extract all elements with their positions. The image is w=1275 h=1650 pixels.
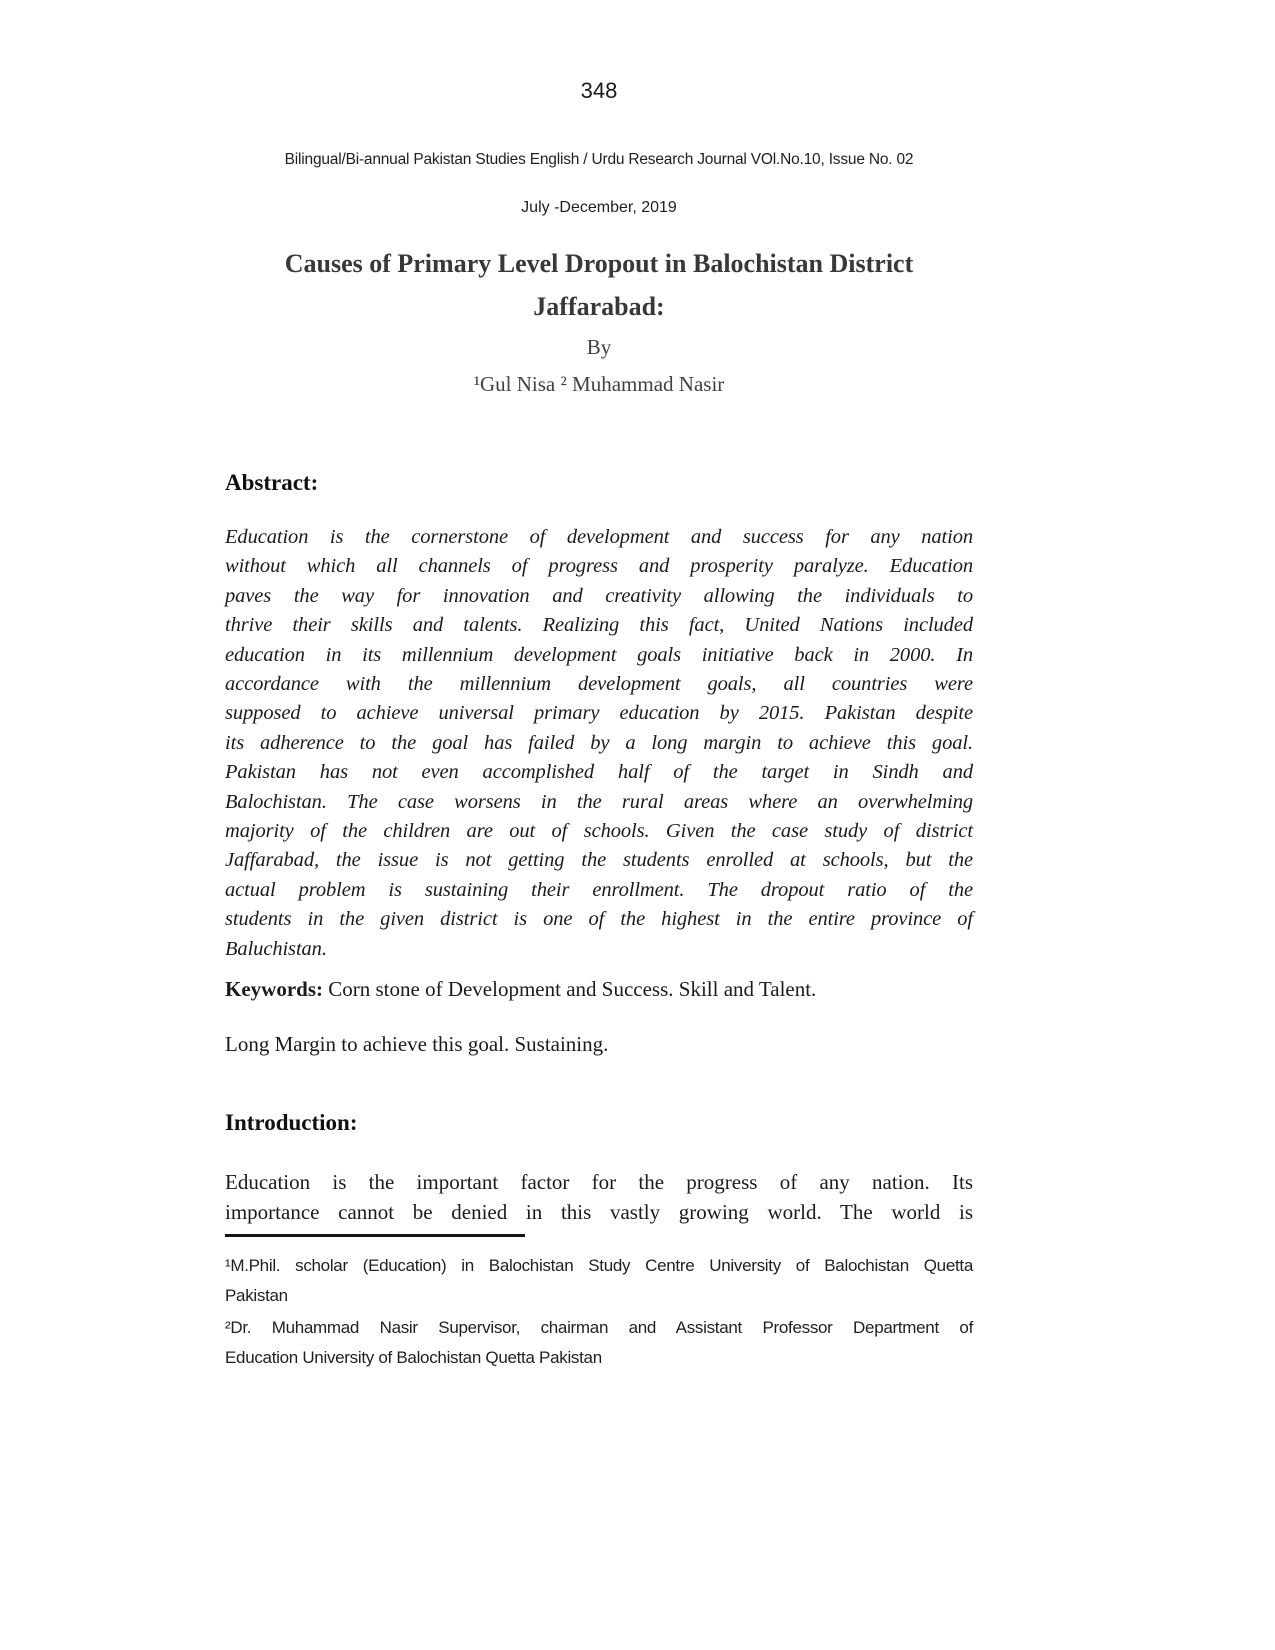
introduction-paragraph: [225, 1168, 973, 1227]
text-line: ¹M.Phil. scholar (Education) in Balochistan Study Centre University of Balochistan Quetta: [225, 1255, 973, 1275]
keywords-extra-line: Long Margin to achieve this goal. Sustaining.: [225, 1032, 609, 1057]
footnote-2: [225, 1313, 973, 1373]
page-number: 348: [580, 78, 618, 103]
text-line: its adherence to the goal has failed by a long margin to achieve this goal.: [225, 731, 973, 754]
byline-label: By: [586, 335, 612, 359]
text-line: accordance with the millennium development goals, all countries were: [225, 673, 973, 696]
text-line: importance cannot be denied in this vastly growing world. The world is: [225, 1199, 973, 1224]
footnote-separator: [225, 1234, 525, 1237]
text-line: Pakistan: [225, 1285, 288, 1305]
text-line: paves the way for innovation and creativity allowing the individuals to: [225, 584, 973, 607]
issue-date: July -December, 2019: [521, 199, 677, 216]
introduction-heading: Introduction:: [225, 1110, 358, 1136]
article-title-line1: Causes of Primary Level Dropout in Balochistan District: [284, 249, 914, 278]
text-line: Education is the cornerstone of development and success for any nation: [225, 526, 973, 548]
text-line: without which all channels of progress and prosperity paralyze. Education: [225, 555, 973, 578]
article-title: [225, 242, 973, 328]
text-line: Pakistan has not even accomplished half of the target in Sindh and: [225, 761, 973, 784]
keywords-label: Keywords:: [225, 977, 323, 1002]
text-line: Balochistan. The case worsens in the rural areas where an overwhelming: [225, 790, 973, 813]
text-line: ²Dr. Muhammad Nasir Supervisor, chairman and Assistant Professor Department of: [225, 1317, 973, 1337]
article-title-line2: Jaffarabad:: [533, 292, 665, 321]
text-line: education in its millennium development goals initiative back in 2000. In: [225, 643, 973, 666]
text-line: thrive their skills and talents. Realizing this fact, United Nations included: [225, 614, 973, 637]
text-line: Baluchistan.: [225, 937, 327, 960]
text-line: majority of the children are out of schools. Given the case study of district: [225, 820, 973, 843]
text-line: Education University of Balochistan Quetta Pakistan: [225, 1347, 602, 1367]
abstract-paragraph: [225, 523, 973, 964]
journal-header: Bilingual/Bi-annual Pakistan Studies English / Urdu Research Journal VOl.No.10, Issue No. 02: [284, 151, 914, 168]
keywords-text: Corn stone of Development and Success. Skill and Talent.: [323, 977, 817, 1002]
text-line: students in the given district is one of the highest in the entire province of: [225, 908, 973, 931]
page-content: [225, 78, 973, 1373]
text-line: Education is the important factor for the progress of any nation. Its: [225, 1170, 973, 1195]
authors-line: ¹Gul Nisa ² Muhammad Nasir: [473, 372, 725, 396]
footnote-1: [225, 1251, 973, 1311]
text-line: Jaffarabad, the issue is not getting the students enrolled at schools, but the: [225, 849, 973, 872]
text-line: actual problem is sustaining their enrollment. The dropout ratio of the: [225, 878, 973, 901]
text-line: supposed to achieve universal primary education by 2015. Pakistan despite: [225, 702, 973, 725]
abstract-heading: Abstract:: [225, 470, 319, 495]
keywords-line: [225, 975, 973, 1004]
